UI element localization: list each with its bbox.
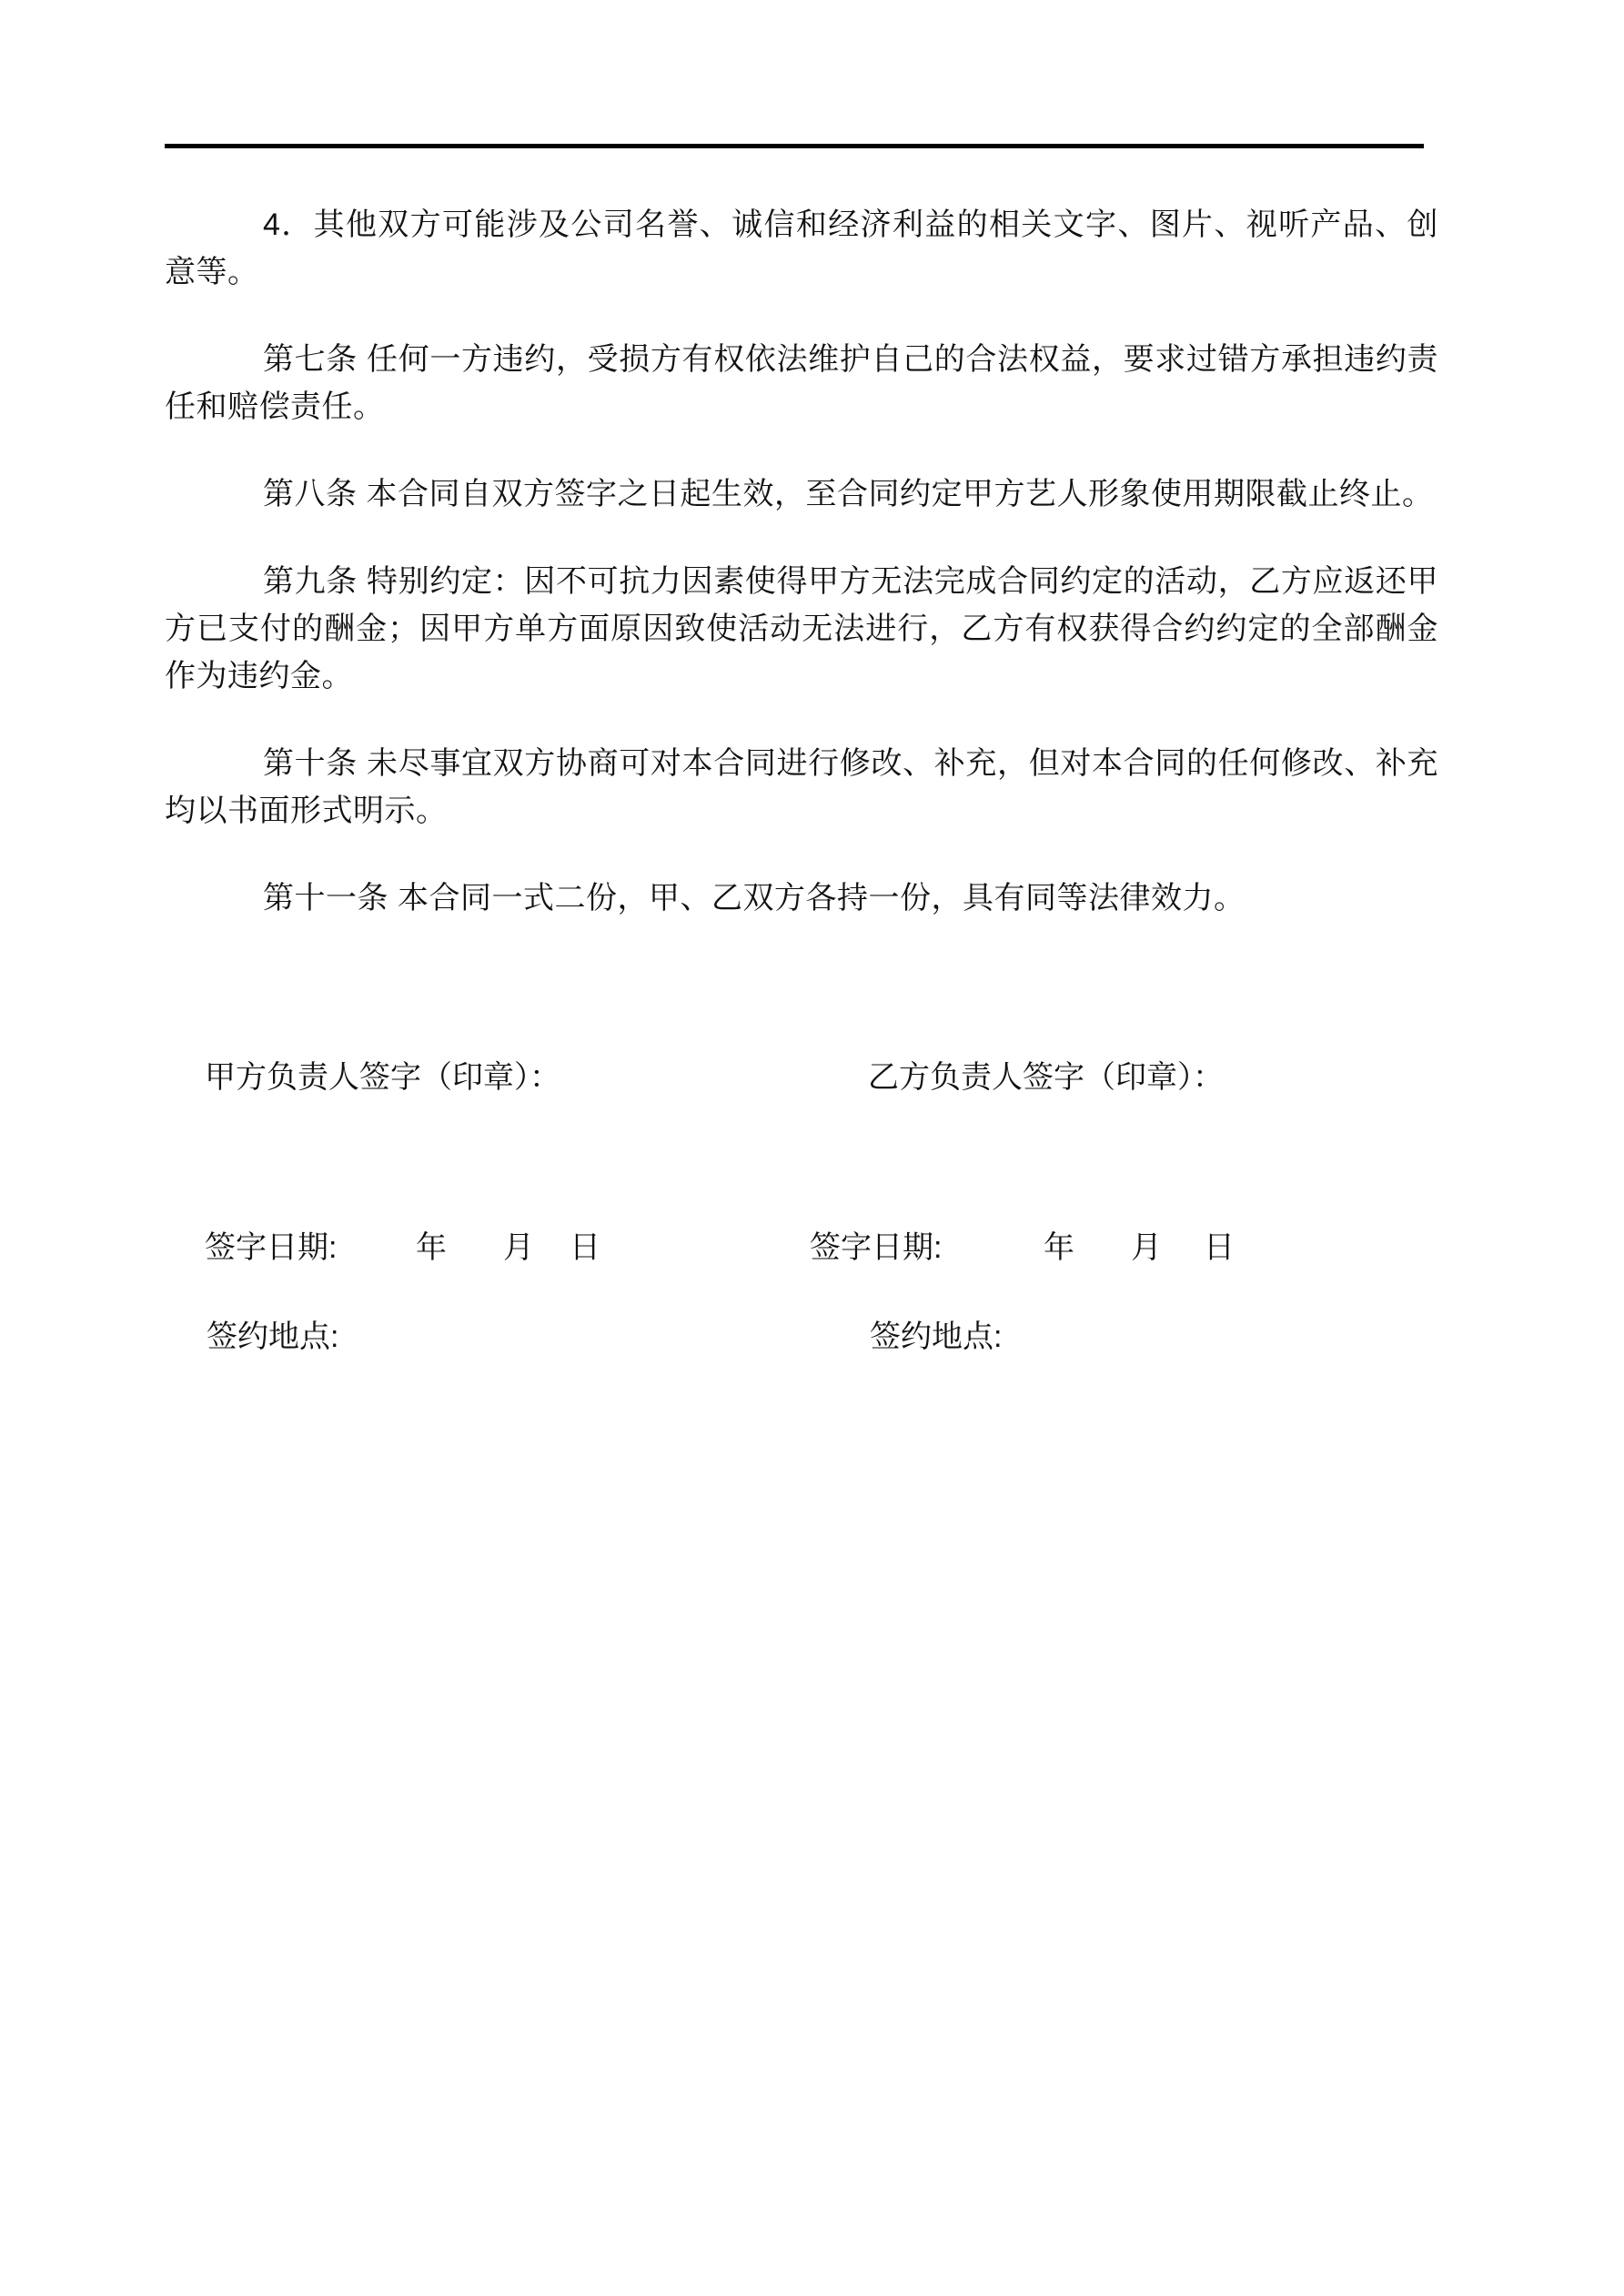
party-a-sign-location-label: 签约地点: [207, 1320, 339, 1354]
clause-11-paragraph: 第十一条 本合同一式二份，甲、乙双方各持一份，具有同等法律效力。 [263, 881, 1246, 915]
party-a-month-label: 月 [503, 1230, 534, 1265]
clause-item-4: 4．其他双方可能涉及公司名誉、诚信和经济利益的相关文字、图片、视听产品、创意等。 [165, 207, 1438, 289]
clause-9-paragraph: 第九条 特别约定：因不可抗力因素使得甲方无法完成合同约定的活动，乙方应返还甲方已支付的酬金；因甲方单方面原因致使活动无法进行，乙方有权获得合约约定的全部酬金作为违约金。 [165, 564, 1438, 693]
clause-10-paragraph: 第十条 未尽事宜双方协商可对本合同进行修改、补充，但对本合同的任何修改、补充均以书面形式明示。 [165, 746, 1438, 828]
party-b-signature-label: 乙方负责人签字（印章）： [868, 1060, 1224, 1095]
party-b-sign-date-label: 签字日期: [810, 1230, 943, 1265]
party-b-day-label: 日 [1204, 1230, 1235, 1265]
party-a-year-label: 年 [416, 1230, 447, 1265]
signing-date-row [165, 1224, 1438, 1271]
party-b-year-label: 年 [1044, 1230, 1074, 1265]
party-a-signature-label: 甲方负责人签字（印章）： [205, 1060, 560, 1095]
party-b-sign-location-label: 签约地点: [870, 1320, 1003, 1354]
signing-location-row [165, 1313, 1438, 1360]
party-a-sign-date-label: 签字日期: [205, 1230, 338, 1265]
contract-body [165, 201, 1438, 1360]
party-b-month-label: 月 [1131, 1230, 1162, 1265]
party-a-day-label: 日 [570, 1230, 600, 1265]
header-rule [165, 144, 1424, 148]
clause-7-paragraph: 第七条 任何一方违约，受损方有权依法维护自己的合法权益，要求过错方承担违约责任和赔偿责任。 [165, 342, 1438, 424]
clause-8-paragraph: 第八条 本合同自双方签字之日起生效，至合同约定甲方艺人形象使用期限截止终止。 [263, 477, 1434, 511]
signature-row [165, 1054, 1438, 1101]
